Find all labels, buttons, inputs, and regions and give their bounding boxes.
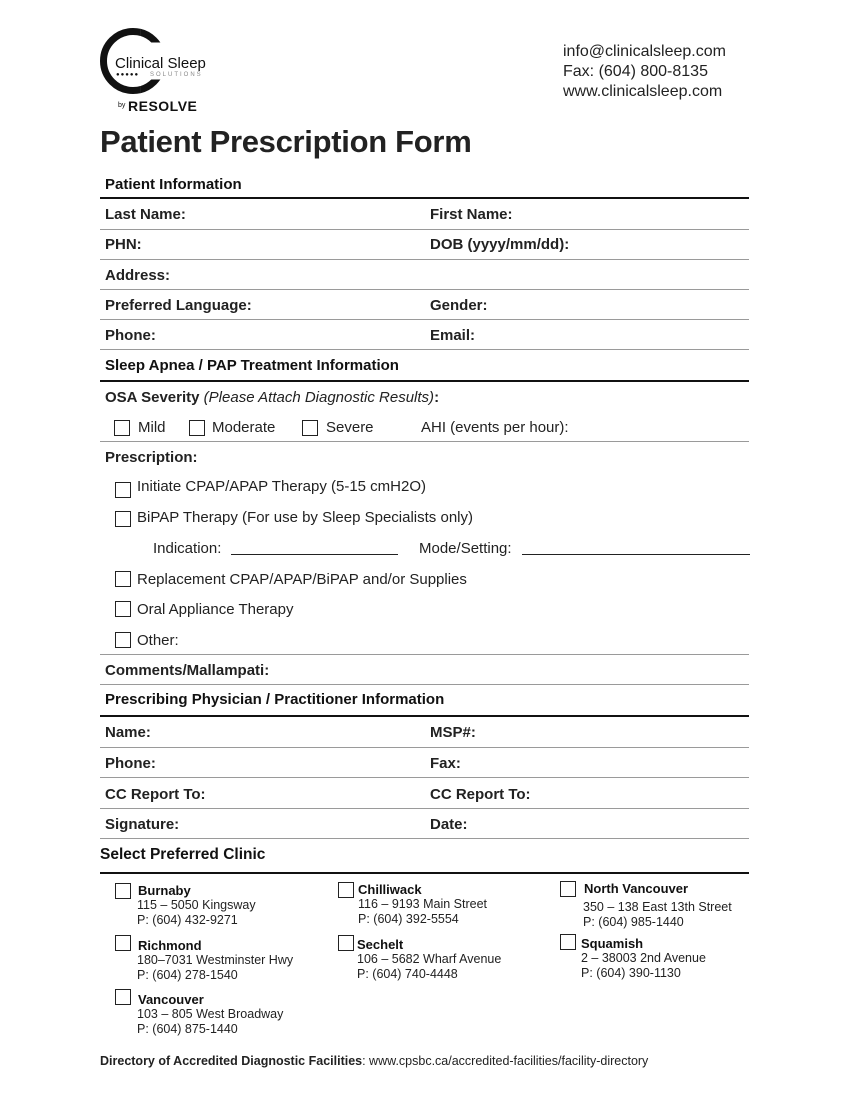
clinic-address-vancouver: 103 – 805 West Broadway [137, 1007, 284, 1021]
phn-field[interactable]: PHN: [105, 236, 142, 253]
cc-report-field-1[interactable]: CC Report To: [105, 786, 206, 803]
mode-label: Mode/Setting: [419, 540, 512, 557]
burnaby-checkbox[interactable] [115, 883, 131, 899]
physician-section-heading: Prescribing Physician / Practitioner Information [105, 691, 445, 708]
sechelt-checkbox[interactable] [338, 935, 354, 951]
divider [100, 259, 749, 260]
divider [100, 289, 749, 290]
signature-field[interactable]: Signature: [105, 816, 180, 833]
divider [100, 441, 749, 442]
clinical-sleep-logo [98, 26, 228, 118]
severe-label: Severe [326, 419, 374, 436]
divider [100, 715, 749, 717]
mode-input[interactable] [522, 554, 750, 555]
clinic-name-burnaby: Burnaby [138, 883, 191, 898]
divider [100, 838, 749, 839]
oral-appliance-checkbox[interactable] [115, 601, 131, 617]
divider [100, 229, 749, 230]
clinic-address-chilliwack: 116 – 9193 Main Street [358, 897, 488, 911]
mild-checkbox[interactable] [114, 420, 130, 436]
replacement-checkbox[interactable] [115, 571, 131, 587]
moderate-checkbox[interactable] [189, 420, 205, 436]
footer-url[interactable]: : www.cpsbc.ca/accredited-facilities/facility-directory [362, 1054, 649, 1068]
page-title: Patient Prescription Form [100, 124, 472, 159]
clinic-phone-squamish: P: (604) 390-1130 [581, 966, 681, 980]
logo-dots-icon: ●●●●● [116, 72, 140, 78]
clinic-address-north-vancouver: 350 – 138 East 13th Street [583, 900, 732, 914]
prescription-label: Prescription: [105, 449, 198, 466]
other-checkbox[interactable] [115, 632, 131, 648]
clinic-section-heading: Select Preferred Clinic [100, 846, 266, 863]
clinic-address-burnaby: 115 – 5050 Kingsway [137, 898, 256, 912]
address-field[interactable]: Address: [105, 267, 171, 284]
bipap-checkbox[interactable] [115, 511, 131, 527]
north-vancouver-checkbox[interactable] [560, 881, 576, 897]
vancouver-checkbox[interactable] [115, 989, 131, 1005]
first-name-field[interactable]: First Name: [430, 206, 513, 223]
clinic-phone-vancouver: P: (604) 875-1440 [137, 1022, 238, 1036]
dob-field[interactable]: DOB (yyyy/mm/dd): [430, 236, 570, 253]
chilliwack-checkbox[interactable] [338, 882, 354, 898]
other-label: Other: [137, 632, 179, 649]
logo-name: Clinical Sleep [115, 55, 206, 72]
clinic-address-richmond: 180–7031 Westminster Hwy [137, 953, 294, 967]
clinic-name-chilliwack: Chilliwack [358, 882, 422, 897]
physician-phone-field[interactable]: Phone: [105, 755, 156, 772]
squamish-checkbox[interactable] [560, 934, 576, 950]
clinic-phone-chilliwack: P: (604) 392-5554 [358, 912, 459, 926]
patient-email-field[interactable]: Email: [430, 327, 476, 344]
gender-field[interactable]: Gender: [430, 297, 488, 314]
logo-company: RESOLVE [128, 98, 198, 114]
treatment-section-heading: Sleep Apnea / PAP Treatment Information [105, 357, 399, 374]
patient-phone-field[interactable]: Phone: [105, 327, 156, 344]
ahi-field[interactable]: AHI (events per hour): [421, 419, 569, 436]
contact-website[interactable]: www.clinicalsleep.com [563, 83, 723, 100]
clinic-name-sechelt: Sechelt [357, 937, 404, 952]
clinic-phone-burnaby: P: (604) 432-9271 [137, 913, 238, 927]
divider [100, 777, 749, 778]
patient-section-heading: Patient Information [105, 176, 242, 193]
divider [100, 872, 749, 874]
language-field[interactable]: Preferred Language: [105, 297, 252, 314]
divider [100, 197, 749, 199]
last-name-field[interactable]: Last Name: [105, 206, 186, 223]
contact-fax: Fax: (604) 800-8135 [563, 63, 708, 80]
clinic-name-vancouver: Vancouver [138, 992, 204, 1007]
cc-report-field-2[interactable]: CC Report To: [430, 786, 531, 803]
indication-label: Indication: [153, 540, 222, 557]
contact-block [563, 42, 726, 102]
logo-subtitle: SOLUTIONS [150, 72, 203, 78]
contact-email[interactable]: info@clinicalsleep.com [563, 43, 726, 60]
footer-label: Directory of Accredited Diagnostic Facilities [100, 1054, 363, 1068]
date-field[interactable]: Date: [430, 816, 468, 833]
clinic-address-sechelt: 106 – 5682 Wharf Avenue [357, 952, 502, 966]
divider [100, 808, 749, 809]
cpap-checkbox[interactable] [115, 482, 131, 498]
severe-checkbox[interactable] [302, 420, 318, 436]
clinic-name-squamish: Squamish [581, 936, 644, 951]
richmond-checkbox[interactable] [115, 935, 131, 951]
divider [100, 349, 749, 350]
divider [100, 654, 749, 655]
footer [100, 1054, 648, 1068]
divider [100, 684, 749, 685]
oral-appliance-label: Oral Appliance Therapy [137, 601, 294, 618]
osa-colon: : [434, 389, 440, 406]
mild-label: Mild [138, 419, 166, 436]
cpap-label: Initiate CPAP/APAP Therapy (5-15 cmH2O) [137, 478, 427, 495]
divider [100, 747, 749, 748]
clinic-phone-richmond: P: (604) 278-1540 [137, 968, 238, 982]
physician-name-field[interactable]: Name: [105, 724, 151, 741]
osa-severity-label [105, 389, 439, 406]
clinic-name-north-vancouver: North Vancouver [584, 881, 689, 896]
clinic-address-squamish: 2 – 38003 2nd Avenue [581, 951, 706, 965]
clinic-name-richmond: Richmond [138, 938, 202, 953]
divider [100, 380, 749, 382]
indication-input[interactable] [231, 554, 398, 555]
comments-field[interactable]: Comments/Mallampati: [105, 662, 270, 679]
divider [100, 319, 749, 320]
physician-fax-field[interactable]: Fax: [430, 755, 461, 772]
bipap-label: BiPAP Therapy (For use by Sleep Specialists only) [137, 509, 473, 526]
clinic-phone-sechelt: P: (604) 740-4448 [357, 967, 458, 981]
moderate-label: Moderate [212, 419, 276, 436]
osa-note: (Please Attach Diagnostic Results) [203, 389, 435, 406]
logo-by: by [118, 102, 126, 109]
clinic-phone-north-vancouver: P: (604) 985-1440 [583, 915, 684, 929]
replacement-label: Replacement CPAP/APAP/BiPAP and/or Supplies [137, 571, 467, 588]
msp-field[interactable]: MSP#: [430, 724, 476, 741]
osa-label-text: OSA Severity [105, 389, 200, 406]
